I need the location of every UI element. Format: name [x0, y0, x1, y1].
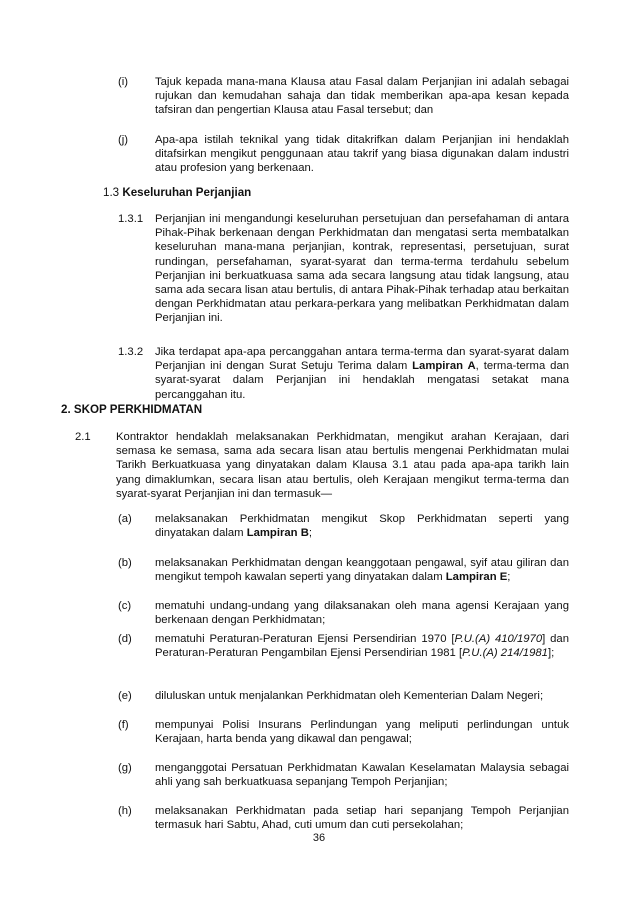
pu-reference-1981: P.U.(A) 214/1981 — [462, 647, 548, 660]
clause-text: melaksanakan Perkhidmatan mengikut Skop Perkhidmatan seperti yang dinyatakan dalam Lampiran B; — [155, 513, 569, 540]
section-number: 1.3 — [103, 186, 120, 199]
lampiran-e: Lampiran E — [445, 571, 508, 584]
clause-label: (j) — [118, 134, 129, 146]
clause-text: melaksanakan Perkhidmatan dengan keanggotaan pengawal, syif atau giliran dan mengikut tempoh kawalan seperti yang dinyatakan dalam Lampiran E; — [155, 557, 569, 584]
clause-text: Apa-apa istilah teknikal yang tidak ditakrifkan dalam Perjanjian ini hendaklah ditafsirkan mengikut penggunaan atau takrif yang biasa digunakan dalam industri atau profesion yang berkenaan. — [155, 134, 569, 175]
clause-text: mematuhi undang-undang yang dilaksanakan oleh mana agensi Kerajaan yang berkenaan dengan Perkhidmatan; — [155, 600, 569, 627]
clause-label: (e) — [118, 690, 132, 702]
clause-text: Kontraktor hendaklah melaksanakan Perkhidmatan, mengikut arahan Kerajaan, dari semasa ke semasa, sama ada secara lisan atau bertulis mengenai Perkhidmatan mulai Tarikh Berkuatkuasa yang dinyatakan dalam Klausa 3.1 atau pada apa-apa tarikh lain yang dimaklumkan, secara lisan atau bertulis, oleh Kerajaan mengikut terma-terma dan syarat-syarat Perjanjian ini dan termasuk— — [116, 431, 569, 500]
page-number: 36 — [312, 832, 326, 844]
clause-label: (b) — [118, 557, 132, 569]
clause-label: (a) — [118, 513, 132, 525]
clause-label: (h) — [118, 805, 132, 817]
clause-label: 1.3.2 — [118, 346, 144, 358]
clause-label: (g) — [118, 762, 132, 774]
clause-text: menganggotai Persatuan Perkhidmatan Kawalan Keselamatan Malaysia sebagai ahli yang sah berkuatkuasa sepanjang Tempoh Perjanjian; — [155, 762, 569, 789]
clause-text: Jika terdapat apa-apa percanggahan antara terma-terma dan syarat-syarat dalam Perjanjian ini dengan Surat Setuju Terima dalam Lampiran A, terma-terma dan syarat-syarat dalam Perjanjian ini hendaklah mengatasi setakat mana percanggahan itu. — [155, 346, 570, 401]
section-heading-2: 2. SKOP PERKHIDMATAN — [61, 403, 203, 416]
clause-label: 2.1 — [75, 431, 91, 443]
clause-text: melaksanakan Perkhidmatan pada setiap hari sepanjang Tempoh Perjanjian termasuk hari Sabtu, Ahad, cuti umum dan cuti persekolahan; — [155, 805, 569, 832]
clause-text: Tajuk kepada mana-mana Klausa atau Fasal dalam Perjanjian ini adalah sebagai rujukan dan kemudahan sahaja dan tidak memberikan apa-apa kesan kepada tafsiran dan pengertian Klausa atau Fasal tersebut; dan — [155, 76, 569, 117]
lampiran-b: Lampiran B — [246, 527, 309, 540]
clause-text: mematuhi Peraturan-Peraturan Ejensi Persendirian 1970 [P.U.(A) 410/1970] dan Peraturan-Peraturan Pengambilan Ejensi Persendirian 1981 [P.U.(A) 214/1981]; — [155, 633, 569, 660]
clause-label: (f) — [118, 719, 129, 731]
section-heading-1-3 — [103, 186, 251, 200]
clause-label: (i) — [118, 76, 129, 88]
clause-label: 1.3.1 — [118, 213, 144, 225]
lampiran-a: Lampiran A — [412, 360, 476, 373]
clause-text: mempunyai Polisi Insurans Perlindungan yang meliputi perlindungan untuk Kerajaan, harta benda yang dikawal dan pengawal; — [155, 719, 569, 746]
pu-reference-1970: P.U.(A) 410/1970 — [454, 633, 543, 645]
section-title: Keseluruhan Perjanjian — [122, 186, 252, 199]
clause-text: Perjanjian ini mengandungi keseluruhan persetujuan dan persefahaman di antara Pihak-Pihak berkenaan dengan Perkhidmatan dan mengatasi serta membatalkan keseluruhan mana-mana perjanjian, kontrak, representasi, persetujuan, surat rundingan, persefahaman, syarat-syarat dan terma-terma terdahulu sebelum Perjanjian ini berkuatkuasa sama ada secara langsung atau tidak langsung, atau sama ada secara lisan atau bertulis, di antara Pihak-Pihak terhadap atau berkaitan dengan Perkhidmatan atau perkara-perkara yang melibatkan Perkhidmatan dalam Perjanjian ini. — [155, 213, 569, 325]
clause-text: diluluskan untuk menjalankan Perkhidmatan oleh Kementerian Dalam Negeri; — [155, 690, 544, 702]
clause-label: (c) — [118, 600, 132, 612]
clause-label: (d) — [118, 633, 132, 645]
